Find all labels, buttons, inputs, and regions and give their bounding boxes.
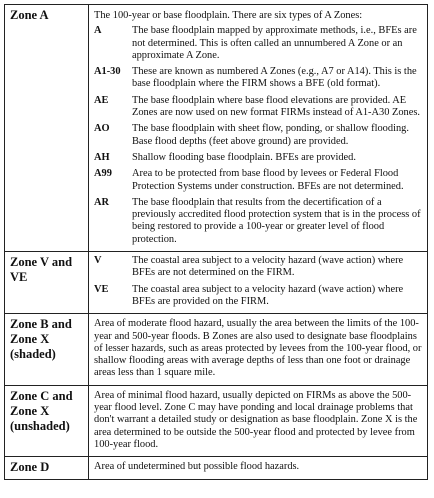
- subtype-row: [94, 255, 423, 280]
- zone-text: Area of minimal flood hazard, usually depicted on FIRMs as above the 500-year flood level. Zone C may have ponding and local drainage problems that don't warrant a detailed study or designation as base floodplain. Zone X is the area determined to be outside the 500-year flood and protected by levee from 100-year flood.: [94, 389, 418, 450]
- subtype-code: AO: [94, 123, 110, 135]
- zone-name: Zone V and VE: [5, 252, 89, 314]
- zone-name: Zone C and Zone X (unshaded): [5, 385, 89, 456]
- subtype-row: [94, 123, 423, 148]
- subtype-code: A1-30: [94, 66, 121, 78]
- subtype-text: These are known as numbered A Zones (e.g., A7 or A14). This is the base floodplain where the FIRM shows a BFE (old format).: [132, 66, 417, 90]
- zone-description: [89, 314, 428, 385]
- zone-intro: The 100-year or base floodplain. There are six types of A Zones:: [94, 10, 363, 21]
- subtype-code: AE: [94, 94, 109, 106]
- subtype-text: The coastal area subject to a velocity hazard (wave action) where BFEs are not determined on the FIRM.: [132, 255, 404, 279]
- table-row-zone-c: [5, 385, 428, 456]
- zone-name: Zone A: [5, 5, 89, 252]
- subtype-code: AH: [94, 151, 110, 163]
- zone-description: [89, 457, 428, 480]
- zone-name: Zone D: [5, 457, 89, 480]
- zone-text: Area of moderate flood hazard, usually the area between the limits of the 100-year and 500-year floods. B Zones are also used to designate base floodplains of lesser hazards, such as areas protected by levees from the 100-year flood, or shallow flooding areas with average depths of less than one foot or drainage areas less than 1 square mile.: [94, 318, 422, 379]
- subtype-row: [94, 168, 423, 193]
- flood-zone-document: [4, 4, 428, 480]
- subtype-code: A99: [94, 168, 112, 180]
- subtype-text: The base floodplain mapped by approximate methods, i.e., BFEs are not determined. This is often called an unnumbered A Zone or an approximate A Zone.: [132, 25, 417, 61]
- subtype-row: [94, 25, 423, 62]
- subtype-row: [94, 284, 423, 309]
- zone-description: [89, 5, 428, 252]
- subtype-text: Shallow flooding base floodplain. BFEs are provided.: [132, 151, 356, 163]
- zone-description: [89, 385, 428, 456]
- subtype-text: The base floodplain with sheet flow, ponding, or shallow flooding. Base flood depths (feet above ground) are provided.: [132, 123, 409, 147]
- subtype-row: [94, 66, 423, 91]
- subtype-code: V: [94, 255, 102, 267]
- subtype-text: The coastal area subject to a velocity hazard (wave action) where BFEs are provided on the FIRM.: [132, 283, 404, 307]
- subtype-code: A: [94, 25, 102, 37]
- subtype-row: [94, 95, 423, 120]
- table-row-zone-b: [5, 314, 428, 385]
- subtype-text: Area to be protected from base flood by levees or Federal Flood Protection Systems under construction. BFEs are not determined.: [132, 168, 404, 192]
- subtype-text: The base floodplain where base flood elevations are provided. AE Zones are now used on new format FIRMs instead of A1-A30 Zones.: [132, 94, 420, 119]
- zone-name: Zone B and Zone X (shaded): [5, 314, 89, 385]
- table-row-zone-a: [5, 5, 428, 252]
- subtype-code: AR: [94, 196, 110, 208]
- table-row-zone-d: [5, 457, 428, 480]
- zone-description: [89, 252, 428, 314]
- subtype-row: [94, 152, 423, 164]
- subtype-text: The base floodplain that results from the decertification of a previously accredited flood protection system that is in the process of being restored to provide a 100-year or greater level of flood protection.: [132, 196, 421, 245]
- subtype-row: [94, 197, 423, 246]
- flood-zone-table: [4, 4, 428, 480]
- subtype-code: VE: [94, 283, 109, 295]
- table-row-zone-v: [5, 252, 428, 314]
- zone-text: Area of undetermined but possible flood hazards.: [94, 461, 300, 473]
